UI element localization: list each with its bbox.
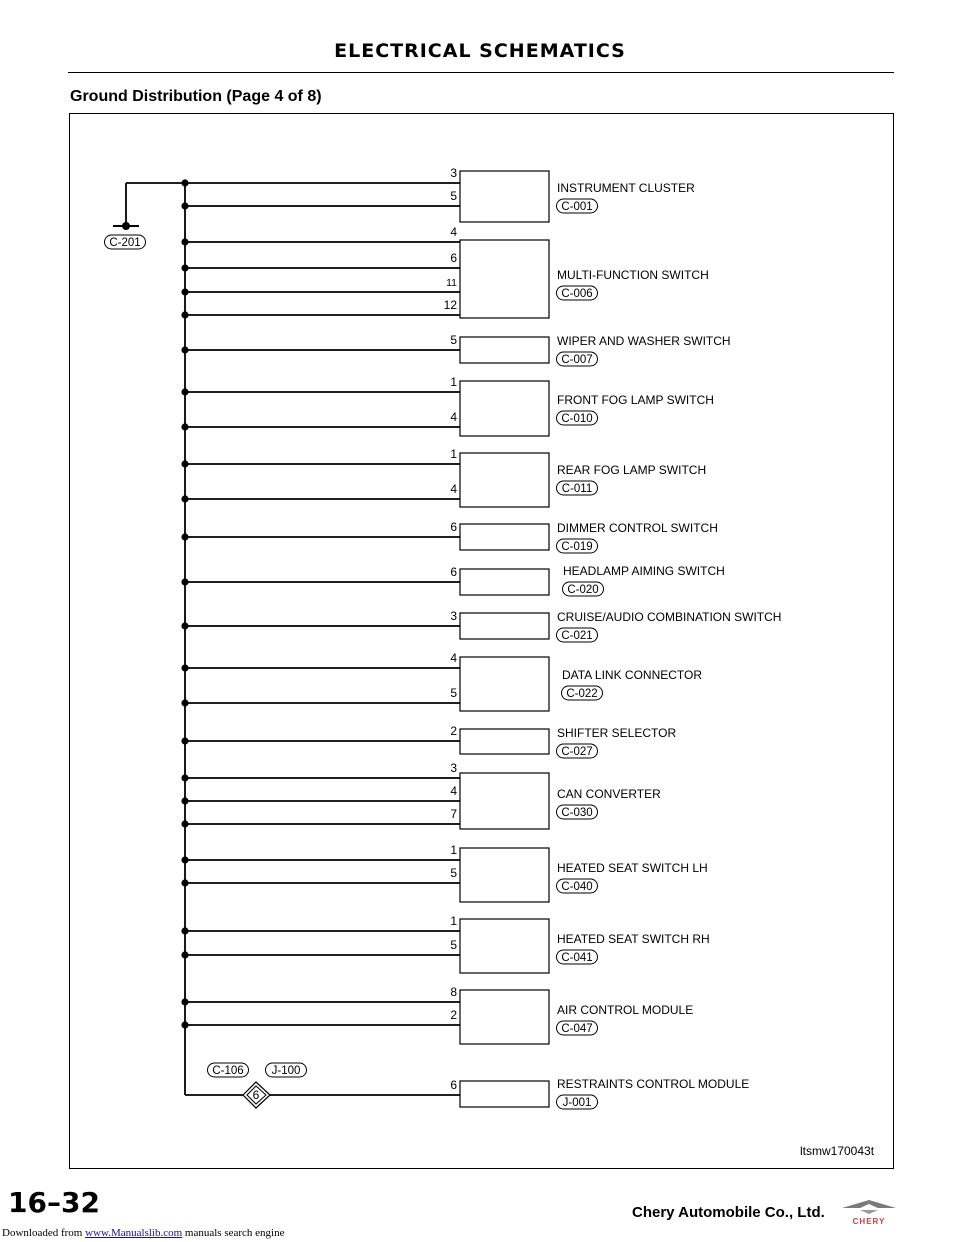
pin-number: 7 [450,807,457,821]
splice-dot [181,460,188,467]
component-box-c-007 [460,337,549,363]
component-name: AIR CONTROL MODULE [557,1003,694,1017]
pin-number: 8 [450,985,457,999]
splice-dot [181,737,188,744]
splice-dot [181,998,188,1005]
splice-dot [181,951,188,958]
inline-connector-left: C-106 [212,1065,244,1077]
download-note [2,1227,284,1239]
component-connector: C-006 [561,288,593,300]
pin-number: 6 [450,520,457,534]
component-box-c-010 [460,381,549,436]
splice-dot [181,423,188,430]
component-connector: C-040 [561,881,593,893]
svg-text:CHERY: CHERY [852,1217,886,1226]
inline-connector-right: J-100 [271,1065,301,1077]
pin-number: 11 [446,277,457,289]
company-name: Chery Automobile Co., Ltd. [632,1204,825,1221]
component-connector: C-001 [561,201,593,213]
pin-number: 3 [450,166,457,180]
component-name: REAR FOG LAMP SWITCH [557,463,707,477]
splice-dot [181,1021,188,1028]
ground-connector-label: C-201 [109,237,141,249]
splice-dot [181,578,188,585]
component-box-c-027 [460,729,549,754]
component-name: DATA LINK CONNECTOR [562,668,703,682]
splice-dot [181,879,188,886]
component-connector: C-007 [561,354,593,366]
component-box-c-047 [460,990,549,1044]
splice-dot [181,264,188,271]
pin-number: 1 [450,843,457,857]
ground-point [122,222,130,230]
component-name: HEATED SEAT SWITCH LH [557,861,708,875]
splice-dot [181,622,188,629]
pin-number: 4 [450,482,457,496]
component-name: WIPER AND WASHER SWITCH [557,334,731,348]
component-name: INSTRUMENT CLUSTER [557,181,695,195]
pin-number: 5 [450,938,457,952]
component-name: HEATED SEAT SWITCH RH [557,932,710,946]
component-connector: C-041 [561,952,593,964]
component-connector: C-011 [561,483,593,495]
component-connector: J-001 [562,1097,592,1109]
download-prefix: Downloaded from [2,1227,83,1239]
component-box-c-022 [460,657,549,711]
splice-dot [181,856,188,863]
splice-dot [181,288,188,295]
component-box-c-006 [460,240,549,318]
component-box-c-011 [460,453,549,507]
component-name: RESTRAINTS CONTROL MODULE [557,1077,750,1091]
splice-dot [181,238,188,245]
figure-code: ltsmw170043t [800,1144,875,1158]
splice-dot [181,820,188,827]
header-title: ELECTRICAL SCHEMATICS [334,40,626,62]
splice-dot [181,699,188,706]
splice-dot [181,311,188,318]
splice-dot [181,202,188,209]
component-box-c-020 [460,569,549,595]
splice-dot [181,774,188,781]
component-box-c-019 [460,524,549,550]
splice-dot [181,664,188,671]
manualslib-link[interactable]: www.Manualslib.com [85,1227,183,1239]
pin-number: 1 [450,447,457,461]
component-name: CRUISE/AUDIO COMBINATION SWITCH [557,610,782,624]
component-name: SHIFTER SELECTOR [557,726,677,740]
pin-number: 2 [450,1008,457,1022]
splice-dot [181,179,188,186]
splice-dot [181,927,188,934]
inline-connector-pin: 6 [252,1088,260,1102]
pin-number: 4 [450,225,457,239]
component-name: HEADLAMP AIMING SWITCH [563,564,725,578]
component-name: MULTI-FUNCTION SWITCH [557,268,709,282]
component-box-j-001 [460,1081,549,1107]
component-box-c-021 [460,613,549,639]
pin-number: 4 [450,784,457,798]
component-name: CAN CONVERTER [557,787,661,801]
pin-number: 2 [450,724,457,738]
pin-number: 6 [450,565,457,579]
component-box-c-030 [460,773,549,829]
pin-number: 1 [450,375,457,389]
pin-number: 12 [443,298,457,312]
pin-number: 5 [450,686,457,700]
page-number: 16–32 [8,1186,100,1219]
component-connector: C-022 [566,688,598,700]
pin-number: 3 [450,609,457,623]
pin-number: 5 [450,189,457,203]
splice-dot [181,495,188,502]
pin-number: 4 [450,410,457,424]
component-box-c-040 [460,848,549,902]
component-box-c-041 [460,919,549,973]
pin-number: 6 [450,251,457,265]
splice-dot [181,533,188,540]
chery-logo-icon [838,1198,900,1226]
pin-number: 5 [450,866,457,880]
component-connector: C-030 [561,807,593,819]
splice-dot [181,797,188,804]
component-connector: C-047 [561,1023,593,1035]
component-name: DIMMER CONTROL SWITCH [557,521,718,535]
component-connector: C-021 [561,630,593,642]
download-suffix: manuals search engine [184,1227,285,1239]
component-name: FRONT FOG LAMP SWITCH [557,393,714,407]
pin-number: 5 [450,333,457,347]
splice-dot [181,346,188,353]
pin-number: 1 [450,914,457,928]
section-title: Ground Distribution (Page 4 of 8) [70,88,322,105]
pin-number: 3 [450,761,457,775]
pin-number: 4 [450,651,457,665]
component-box-c-001 [460,171,549,222]
component-connector: C-010 [561,413,593,425]
pin-number: 6 [450,1078,457,1092]
component-connector: C-019 [561,541,593,553]
component-connector: C-027 [561,746,593,758]
component-connector: C-020 [567,584,599,596]
splice-dot [181,388,188,395]
